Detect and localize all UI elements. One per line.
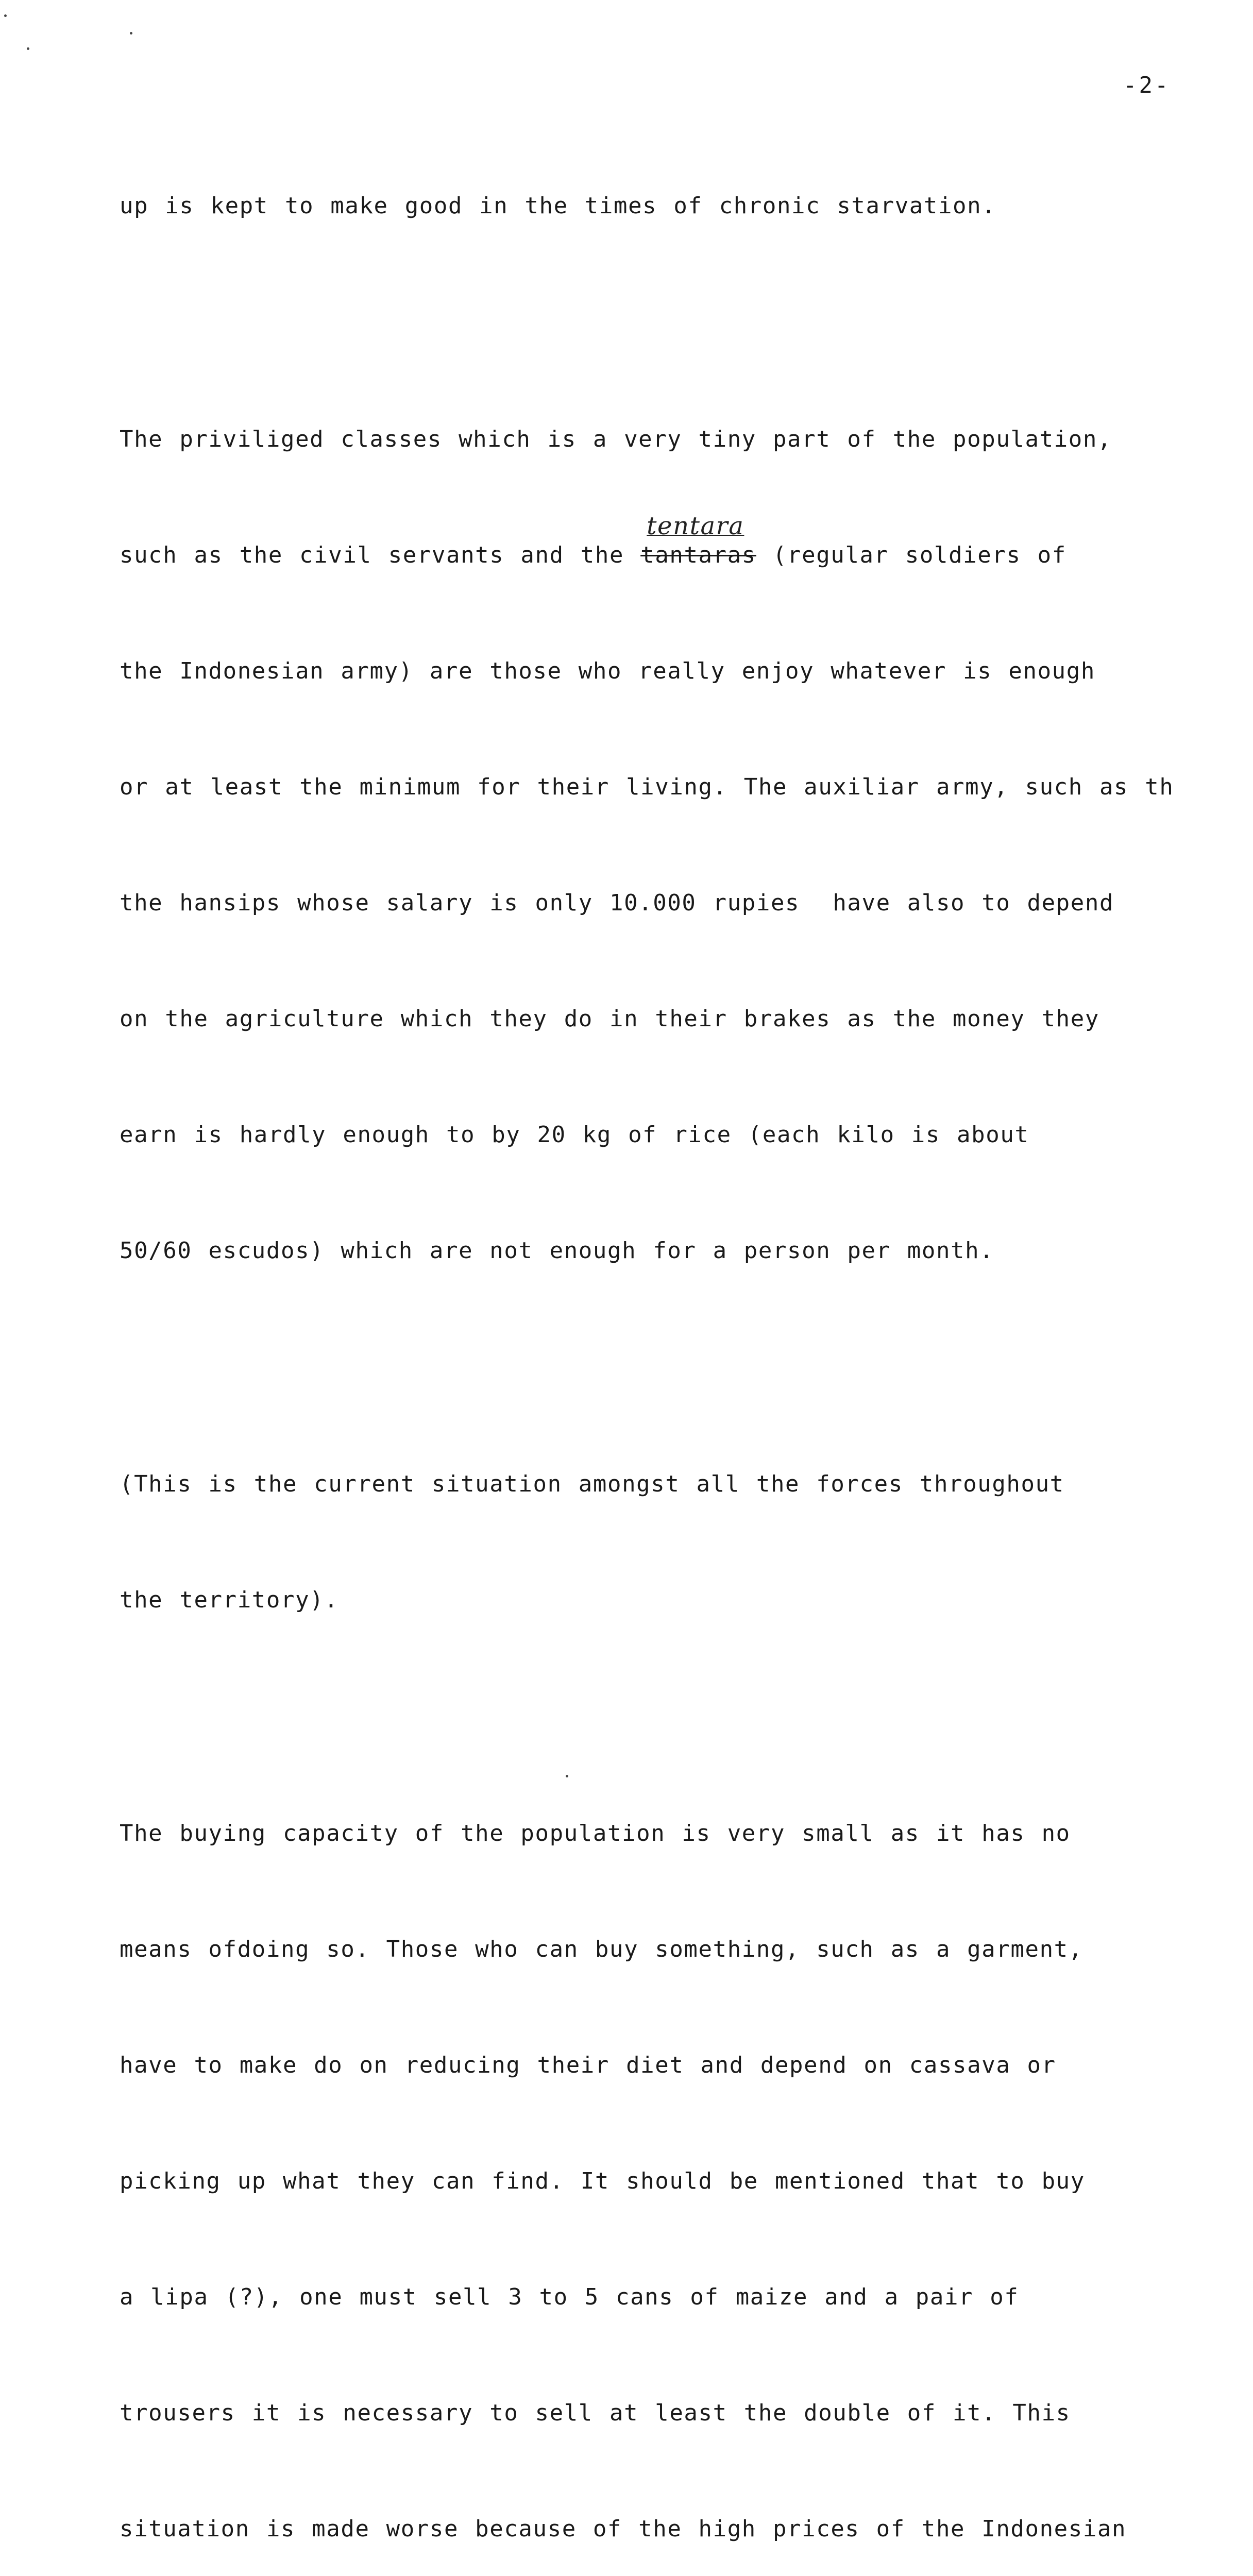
text-line: (This is the current situation amongst all the forces throughout [120,1471,1064,1497]
text-line: means ofdoing so. Those who can buy something, such as a garment, [120,1936,1083,1962]
text-line: The buying capacity of the population is very small as it has no [120,1820,1071,1846]
text-line: or at least the minimum for their living. The auxiliar army, such as th [120,774,1174,800]
paragraph-1 [120,109,1227,302]
text-line: on the agriculture which they do in their brakes as the money they [120,1006,1099,1032]
text-line: the territory). [120,1587,339,1613]
handwritten-correction: tentara [647,512,744,540]
paragraph-4 [120,1737,1227,2576]
page-number: -2- [1123,72,1171,98]
text-line: picking up what they can find. It should be mentioned that to buy [120,2168,1085,2194]
paragraph-3 [120,1387,1227,1697]
text-segment: such as the civil servants and the [120,542,641,568]
text-line: a lipa (?), one must sell 3 to 5 cans of maize and a pair of [120,2284,1019,2310]
text-line: The priviliged classes which is a very tiny part of the population, [120,426,1112,452]
text-line-annotated [120,512,1227,574]
text-line: have to make do on reducing their diet and depend on cassava or [120,2052,1056,2078]
text-line: earn is hardly enough to by 20 kg of rice (each kilo is about [120,1122,1029,1148]
struck-word: tantaras [640,542,756,568]
text-line: 50/60 escudos) which are not enough for a person per month. [120,1238,994,1264]
text-line: up is kept to make good in the times of chronic starvation. [120,193,996,219]
text-line: trousers it is necessary to sell at least the double of it. This [120,2400,1071,2426]
text-segment: (regular soldiers of [756,542,1066,568]
document-body [120,109,1227,2576]
paragraph-2 [120,343,1227,1347]
text-line: the hansips whose salary is only 10.000 rupies have also to depend [120,890,1114,916]
text-line: situation is made worse because of the high prices of the Indonesian [120,2516,1127,2542]
text-line: the Indonesian army) are those who really enjoy whatever is enough [120,658,1095,684]
handwritten-correction-group [640,512,756,574]
